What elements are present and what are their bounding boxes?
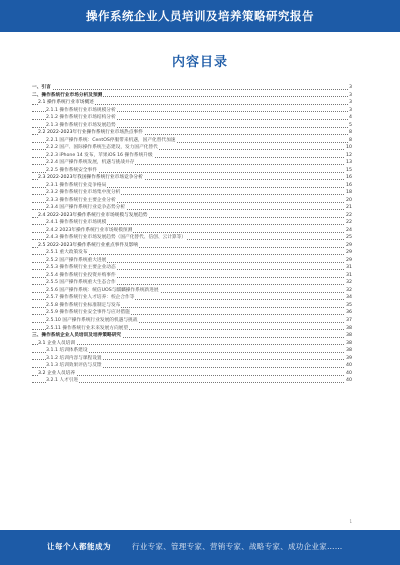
toc-entry[interactable] — [32, 377, 352, 385]
toc-entry-page: 22 — [346, 220, 352, 226]
toc-entry-page: 15 — [346, 167, 352, 173]
toc-entry[interactable] — [32, 287, 352, 295]
toc-entry[interactable] — [32, 144, 352, 152]
toc-entry[interactable] — [32, 279, 352, 287]
toc-entry-title: 2.3.3 操作系统行业主要企业分析 — [46, 197, 116, 203]
toc-entry-title: 3.1 企业人员培训 — [38, 340, 76, 346]
toc-entry-page: 37 — [346, 317, 352, 323]
toc-entry-page: 40 — [346, 378, 352, 384]
toc-entry-page: 24 — [346, 227, 352, 233]
toc-entry-page: 16 — [346, 175, 352, 181]
toc-entry[interactable] — [32, 204, 352, 212]
toc-heading: 内容目录 — [171, 55, 228, 70]
toc-entry-page: 3 — [349, 92, 352, 98]
toc-entry-title: 3.1.2 培训内容与课程设置 — [46, 355, 102, 361]
toc-entry-title: 一、引言 — [32, 85, 51, 90]
toc-entry-title: 2.2.1 国产操作系统：CentOS停服带来机遇，国产化替代加速 — [46, 137, 176, 143]
toc-entry-page: 40 — [346, 363, 352, 369]
toc-entry-title: 3.2.1 人才引进 — [46, 378, 79, 384]
toc-entry[interactable] — [32, 257, 352, 265]
toc-entry[interactable] — [32, 362, 352, 370]
toc-entry-page: 21 — [346, 205, 352, 211]
toc-entry[interactable] — [32, 234, 352, 242]
toc-entry[interactable] — [32, 309, 352, 317]
toc-entry[interactable] — [32, 219, 352, 227]
toc-entry-page: 8 — [349, 137, 352, 143]
toc-entry[interactable] — [32, 84, 352, 92]
toc-entry[interactable] — [32, 264, 352, 272]
toc-entry-page: 29 — [346, 250, 352, 256]
toc-leader-dots — [32, 89, 352, 90]
toc-entry-title: 2.5.7 操作系统行业人才培养：校企合作等 — [46, 295, 135, 301]
toc-entry-title: 2.1.2 操作系统行业市场结构分析 — [46, 115, 116, 121]
toc-entry[interactable] — [32, 137, 352, 145]
toc-entry[interactable] — [32, 159, 352, 167]
toc-entry-page: 22 — [346, 212, 352, 218]
toc-entry[interactable] — [32, 99, 352, 107]
footer-roles: 行业专家、管理专家、营销专家、战略专家、成功企业家…… — [132, 542, 343, 551]
toc-entry[interactable] — [32, 227, 352, 235]
toc-entry-page: 32 — [346, 280, 352, 286]
toc-entry-title: 2.5.3 操作系统行业主要企业动态 — [46, 265, 116, 271]
toc-entry-page: 13 — [346, 160, 352, 166]
report-title: 操作系统企业人员培训及培养策略研究报告 — [86, 9, 314, 23]
toc-entry[interactable] — [32, 197, 352, 205]
toc-entry-title: 三、操作系统企业人员培训及培养策略研究 — [32, 333, 122, 339]
toc-leader-dots — [32, 375, 352, 376]
toc-entry[interactable] — [32, 114, 352, 122]
toc-entry-title: 2.1 操作系统行业市场概述 — [38, 100, 94, 106]
toc-entry[interactable] — [32, 174, 352, 182]
toc-entry-title: 2.3.2 操作系统行业市场集中度分析 — [46, 190, 121, 196]
toc-entry-page: 31 — [346, 272, 352, 278]
toc-entry[interactable] — [32, 92, 352, 100]
toc-entry-page: 38 — [346, 348, 352, 354]
toc-entry-title: 2.2.2 国产、国际操作系统生态建设，发力国产化替代 — [46, 145, 158, 151]
toc-entry-page: 4 — [349, 115, 352, 121]
toc-entry-title: 2.5.1 重大政策发布 — [46, 250, 88, 256]
toc-entry-page: 40 — [346, 370, 352, 376]
toc-entry-page: 38 — [346, 325, 352, 331]
toc-entry[interactable] — [32, 332, 352, 340]
toc-entry[interactable] — [32, 325, 352, 333]
toc-entry-title: 2.1.3 操作系统行业市场发展趋势 — [46, 122, 116, 128]
toc-entry-page: 29 — [346, 242, 352, 248]
toc-entry-title: 2.3 2022-2023年我国操作系统行业市场竞争分析 — [38, 175, 143, 181]
toc-entry[interactable] — [32, 355, 352, 363]
toc-entry-title: 2.1.1 操作系统行业市场规模分析 — [46, 107, 116, 113]
toc-entry[interactable] — [32, 249, 352, 257]
toc-entry-title: 3.1.3 培训效果评估与反馈 — [46, 363, 102, 369]
footer-slogan: 让每个人都能成为 — [47, 542, 111, 551]
toc-entry-title: 2.4.3 操作系统行业市场发展趋势（国产化替代、信创、云计算等） — [46, 235, 186, 241]
toc-entry-title: 2.5.10 国产操作系统行业发展的机遇与挑战 — [46, 317, 138, 323]
toc-entry-title: 3.1.1 培训体系建设 — [46, 348, 88, 354]
toc-entry-title: 2.5.11 操作系统行业未来发展方向展望 — [46, 325, 129, 331]
toc-entry[interactable] — [32, 212, 352, 220]
toc-entry-page: 18 — [346, 190, 352, 196]
toc-entry[interactable] — [32, 317, 352, 325]
toc-entry-title: 3.2 企业人员培养 — [38, 370, 76, 376]
toc-entry-page: 34 — [346, 295, 352, 301]
toc-entry-title: 2.3.1 操作系统行业竞争格局 — [46, 182, 107, 188]
toc-entry-page: 3 — [349, 85, 352, 90]
toc-entry[interactable] — [32, 129, 352, 137]
toc-entry-title: 2.4.2 2023年操作系统行业市场规模预测 — [46, 227, 133, 233]
toc-entry-page: 29 — [346, 257, 352, 263]
toc-entry-title: 2.5.5 国产操作系统重大生态合作 — [46, 280, 116, 286]
toc-entry-title: 2.4.1 操作系统行业市场规模 — [46, 220, 107, 226]
toc-entry[interactable] — [32, 152, 352, 160]
toc-entry-page: 31 — [346, 265, 352, 271]
toc-entry-title: 2.5 2022-2023年操作系统行业重点事件及影响 — [38, 242, 139, 248]
toc-leader-dots — [32, 344, 352, 345]
toc-entry-page: 38 — [346, 333, 352, 339]
toc-entry[interactable] — [32, 182, 352, 190]
toc-entry[interactable] — [32, 122, 352, 130]
page-number: 1 — [349, 519, 352, 524]
toc-entry-title: 2.2.5 操作系统安全事件 — [46, 167, 97, 173]
toc-entry[interactable] — [32, 294, 352, 302]
toc-entry[interactable] — [32, 242, 352, 250]
toc-entry[interactable] — [32, 189, 352, 197]
toc-entry[interactable] — [32, 340, 352, 348]
toc-entry[interactable] — [32, 107, 352, 115]
toc-entry-title: 2.2 2022-2023年行业操作系统行业市场热点事件 — [38, 130, 143, 136]
toc-entry-page: 5 — [349, 122, 352, 128]
toc-entry-page: 36 — [346, 310, 352, 316]
toc-entry-title: 2.5.8 操作系统行业标准制定与发布 — [46, 302, 121, 308]
toc-entry[interactable] — [32, 167, 352, 175]
toc-entry-title: 2.3.4 国产操作系统行业竞争态势分析 — [46, 205, 126, 211]
toc-entry-page: 8 — [349, 130, 352, 136]
toc-entry-title: 2.4 2022-2023年操作系统行业市场规模与发展趋势 — [38, 212, 148, 218]
table-of-contents — [32, 84, 352, 385]
toc-entry[interactable] — [32, 302, 352, 310]
toc-entry-title: 二、操作系统行业市场分析及预测 — [32, 92, 103, 98]
toc-entry-page: 3 — [349, 107, 352, 113]
toc-entry-title: 2.5.6 国产操作系统：统信UOS与麒麟操作系统新进展 — [46, 287, 159, 293]
toc-entry-page: 12 — [346, 152, 352, 158]
toc-entry[interactable] — [32, 347, 352, 355]
toc-leader-dots — [32, 382, 352, 383]
toc-entry-page: 10 — [346, 145, 352, 151]
toc-entry-page: 16 — [346, 182, 352, 188]
toc-entry[interactable] — [32, 272, 352, 280]
toc-entry[interactable] — [32, 370, 352, 378]
toc-entry-page: 25 — [346, 235, 352, 241]
toc-entry-page: 3 — [349, 100, 352, 106]
toc-entry-page: 20 — [346, 197, 352, 203]
toc-entry-title: 2.5.2 国产操作系统重大进展 — [46, 257, 107, 263]
toc-entry-page: 39 — [346, 355, 352, 361]
toc-entry-page: 38 — [346, 340, 352, 346]
toc-entry-title: 2.5.4 操作系统行业投资并购事件 — [46, 272, 116, 278]
toc-entry-page: 35 — [346, 302, 352, 308]
toc-entry-title: 2.2.3 iPhone 14 发布，苹果iOS 16 操作系统升级 — [46, 152, 153, 158]
toc-entry-title: 2.2.4 国产操作系统发展，机遇与挑战并存 — [46, 160, 135, 166]
toc-entry-title: 2.5.9 操作系统行业安全事件与应对措施 — [46, 310, 130, 316]
toc-entry-page: 32 — [346, 287, 352, 293]
